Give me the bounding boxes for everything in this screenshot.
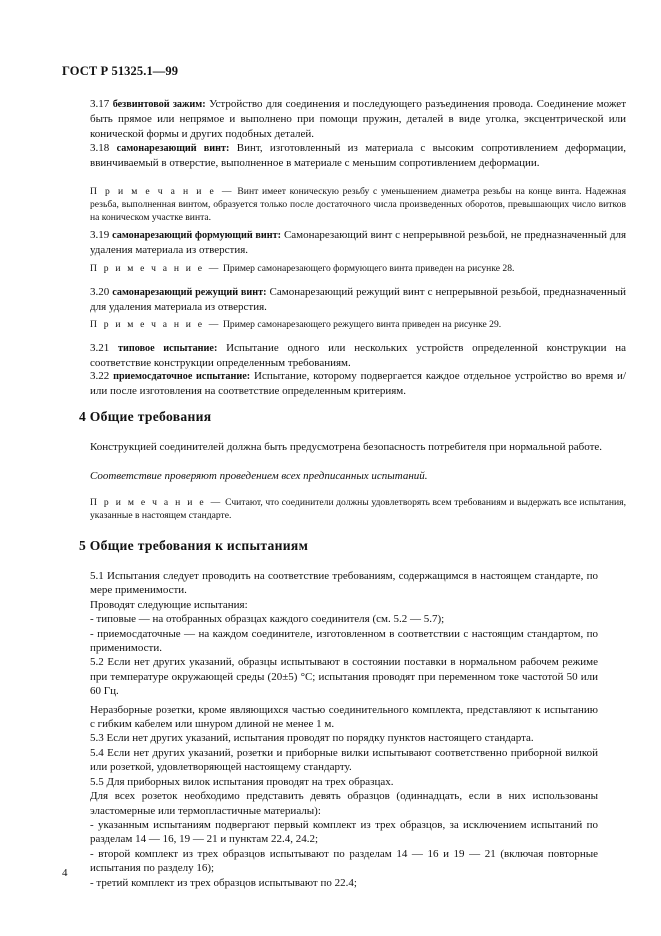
list-item: - типовые — на отобранных образцах каждого соединителя (см. 5.2 — 5.7); [90,613,445,626]
note-3-20: П р и м е ч а н и е — Пример самонарезающего режущего винта приведен на рисунке 29. [90,319,502,330]
section-5-body [62,569,598,890]
note-section-4: П р и м е ч а н и е — Считают, что соединители должны удовлетворять всем требованиям и выдержать все испытания, указанные в настоящем стандарте. [90,497,626,522]
clause-5-1: 5.1 Испытания следует проводить на соответствие требованиям, содержащимся в настоящем стандарте, по мере применимости. [90,570,598,597]
term: самонарезающий режущий винт: [112,287,267,298]
clause-3-21: 3.21 типовое испытание: Испытание одного или нескольких устройств определенной конструкции на соответствие конструкции определенным требованиям. [90,342,626,370]
note-3-19: П р и м е ч а н и е — Пример самонарезающего формующего винта приведен на рисунке 28. [90,263,515,274]
clause-5-4: 5.4 Если нет других указаний, розетки и приборные вилки испытывают соответственно приборной вилкой или розеткой, удовлетворяющей настоящему стандарту. [90,746,598,774]
term: типовое испытание: [118,343,218,354]
clause-5-2: 5.2 Если нет других указаний, образцы испытывают в состоянии поставки в нормальном рабочем режиме при температуре окружающей среды (20±5) °С; испытания проводят при переменном токе частотой 50 или 60 Гц. [90,656,598,698]
clause-5-5-para: Для всех розеток необходимо представить девять образцов (одиннадцать, если в них использованы эластомерные или термопластичные материалы): [90,790,598,817]
list-item: - указанным испытаниям подвергают первый комплект из трех образцов, за исключением испытаний по разделам 14 — 16, 19 — 21 и пунктам 22.4, 24.2; [90,818,598,846]
section-4-compliance: Соответствие проверяют проведением всех предписанных испытаний. [90,470,428,482]
section-4-para: Конструкцией соединителей должна быть предусмотрена безопасность потребителя при нормальной работе. [90,441,603,453]
clause-5-2-para: Неразборные розетки, кроме являющихся частью соединительного комплекта, представляют к испытанию с гибким кабелем или шнуром длиной не менее 1 м. [90,703,598,731]
clause-3-17: 3.17 безвинтовой зажим: Устройство для соединения и последующего разъединения провода. Соединение может быть прямое или непрямое и выполнено при помощи пружин, деталей в виде уголка, эксцентрической или конической формы и других подобных деталей. [90,98,626,140]
note-3-18: П р и м е ч а н и е — Винт имеет коническую резьбу с уменьшением диаметра резьбы на конце винта. Надежная резьба, выполненная винтом, образуется только после достаточного числа произведенных оборотов, превышающих число витков на коническом участке винта. [90,186,626,224]
page-number: 4 [62,867,68,879]
clause-3-19: 3.19 самонарезающий формующий винт: Самонарезающий винт с непрерывной резьбой, не предназначенный для удаления материала из отверстия. [90,229,627,257]
list-item: - третий комплект из трех образцов испытывают по 22.4; [90,876,357,889]
term: самонарезающий формующий винт: [112,230,282,241]
term: приемосдаточное испытание: [113,371,251,382]
clause-3-20: 3.20 самонарезающий режущий винт: Самонарезающий режущий винт с непрерывной резьбой, предназначенный для удаления материала из отверстия. [90,286,627,314]
clause-3-22: 3.22 приемосдаточное испытание: Испытание, которому подвергается каждое отдельное устройство во время и/или после изготовления на соответствие определенным критериям. [90,370,627,398]
clause-5-3: 5.3 Если нет других указаний, испытания проводят по порядку пунктов настоящего стандарта. [90,732,534,745]
list-item: - второй комплект из трех образцов испытывают по разделам 14 — 16 и 19 — 21 (включая повторные испытания по разделу 16); [90,847,598,875]
list-item: - приемосдаточные — на каждом соединителе, изготовленном в соответствии с настоящим стандартом, по применимости. [90,627,598,655]
tests-intro: Проводят следующие испытания: [90,598,248,611]
clause-5-5: 5.5 Для приборных вилок испытания проводят на трех образцах. [90,775,394,788]
section-5-title: 5 Общие требования к испытаниям [79,538,309,553]
section-4-title: 4 Общие требования [79,409,212,424]
term: безвинтовой зажим: [112,99,206,110]
clause-3-18: 3.18 самонарезающий винт: Винт, изготовленный из материала с высоким сопротивлением деформации, ввинчиваемый в отверстие, выполненное в материале с меньшим сопротивлением деформации. [90,142,626,170]
term: самонарезающий винт: [116,143,230,154]
document-code: ГОСТ Р 51325.1—99 [62,64,179,78]
